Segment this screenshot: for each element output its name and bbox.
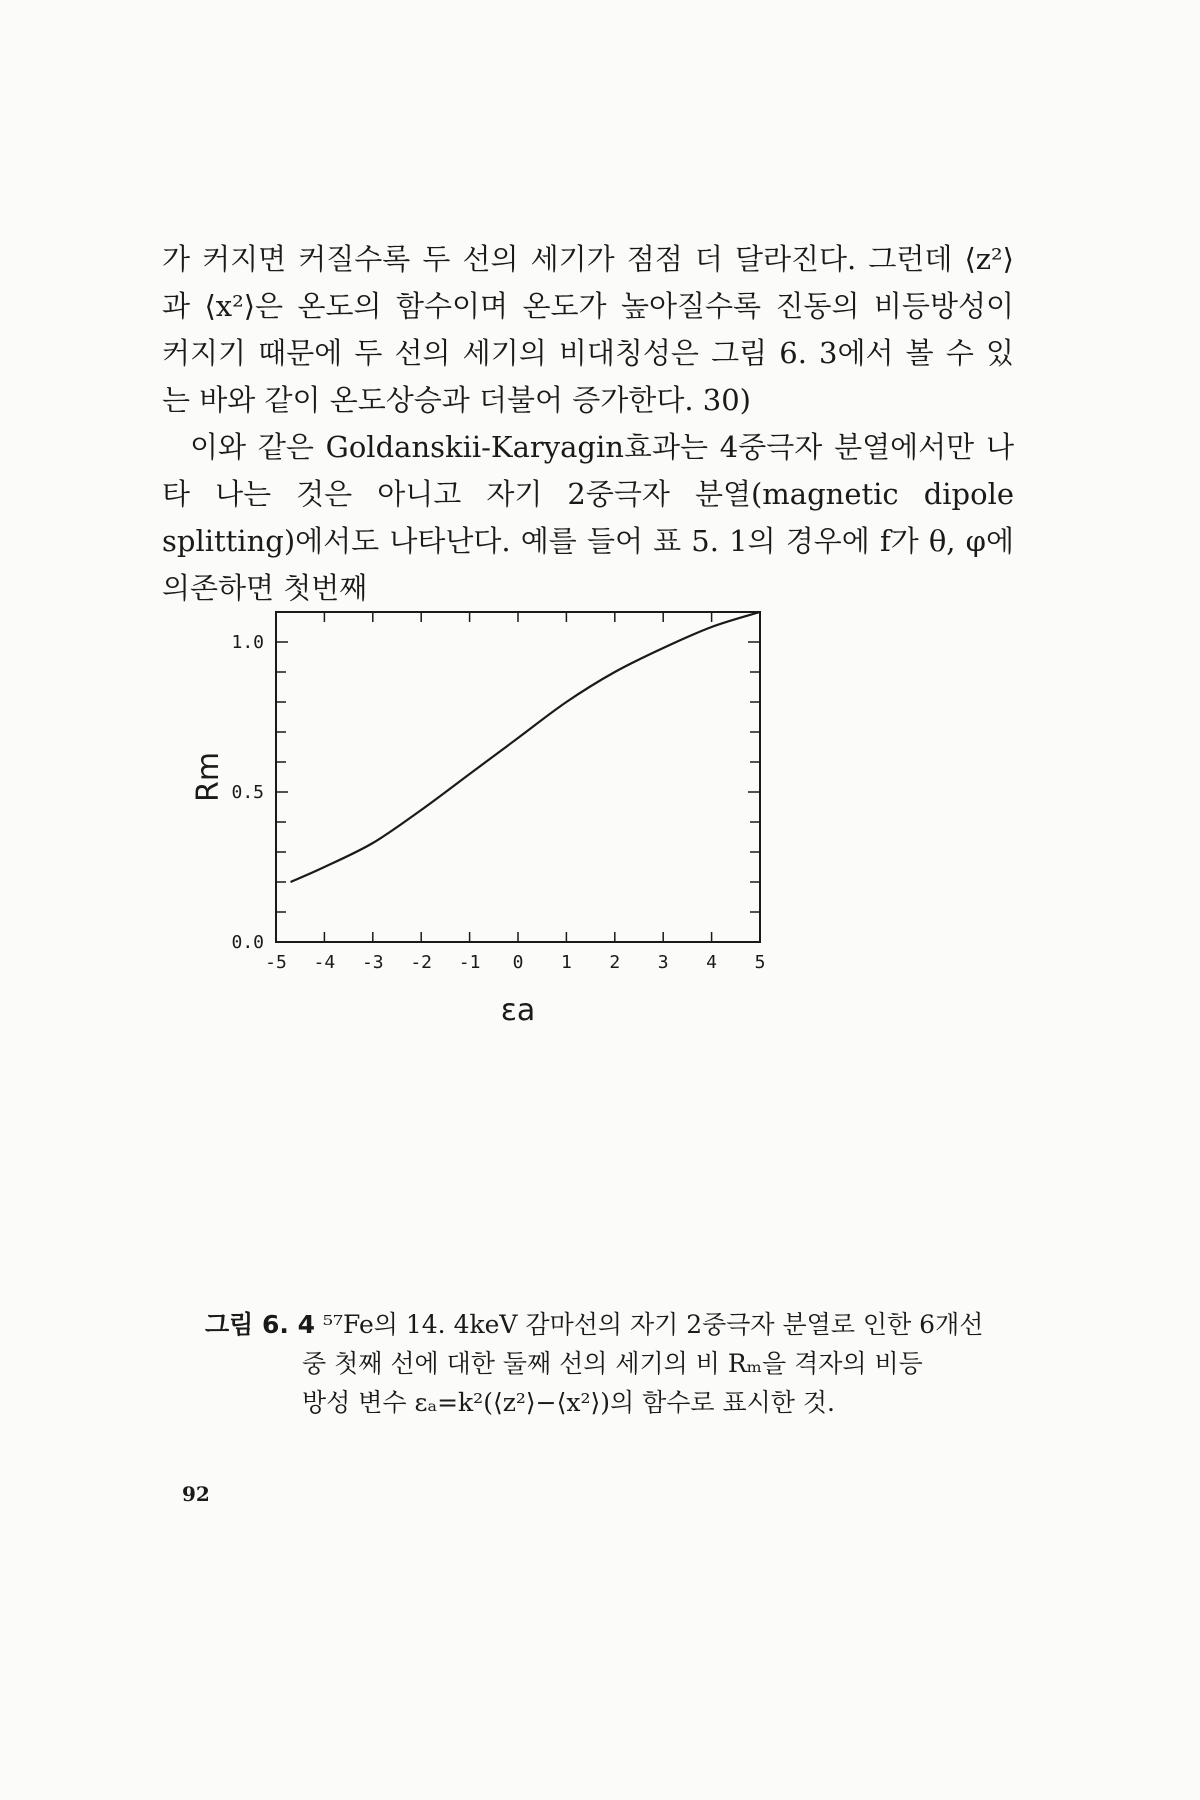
y-axis-label: Rm <box>191 751 226 803</box>
x-tick-label: -5 <box>265 952 287 973</box>
text-line: 과 ⟨x²⟩은 온도의 함수이며 온도가 높아질수록 진동의 비등방성이 <box>162 289 1014 323</box>
data-series <box>291 612 760 882</box>
text-line: 는 바와 같이 온도상승과 더불어 증가한다. 30) <box>162 383 751 417</box>
text-line: 나는 것은 아니고 자기 2중극자 분열(magnetic dipole splitting)에서도 <box>162 477 1015 558</box>
paragraph-2 <box>162 424 1014 612</box>
text-line: 이와 같은 Goldanskii-Karyagin효과는 4중극자 분열에서만 나타 <box>162 430 1014 511</box>
figure <box>191 632 960 1250</box>
y-tick-labels <box>231 632 264 953</box>
plot-border <box>276 612 760 942</box>
text-line: 나타난다. 예를 들어 표 5. 1의 경우에 f가 θ, φ에 의존하면 첫번째 <box>162 524 1014 605</box>
x-tick-label: -3 <box>361 952 384 973</box>
body-text <box>162 236 1014 612</box>
x-tick-label: -2 <box>410 952 433 973</box>
caption-text: ⁵⁷Fe의 14. 4keV 감마선의 자기 2중극자 분열로 인한 6개선 <box>322 1310 984 1339</box>
caption-line <box>205 1305 1005 1344</box>
caption-label: 그림 6. 4 <box>205 1310 315 1339</box>
y-tick-label: 0.5 <box>231 782 264 803</box>
x-tick-label: 4 <box>706 952 718 973</box>
plot-frame <box>276 612 760 942</box>
x-tick-label: 0 <box>512 952 524 973</box>
x-tick-label: 1 <box>560 952 572 973</box>
y-tick-label: 0.0 <box>231 932 264 953</box>
text-line: 커지기 때문에 두 선의 세기의 비대칭성은 그림 6. 3에서 볼 수 있 <box>162 336 1014 370</box>
rm-curve <box>291 612 760 882</box>
x-tick-label: -1 <box>458 952 481 973</box>
paragraph-1 <box>162 236 1014 424</box>
page-number: 92 <box>182 1482 210 1506</box>
text-line: 가 커지면 커질수록 두 선의 세기가 점점 더 달라진다. 그런데 ⟨z²⟩ <box>162 242 1014 276</box>
tick-marks <box>276 612 760 942</box>
x-tick-label: 2 <box>609 952 621 973</box>
x-axis-label: εa <box>500 993 536 1028</box>
x-tick-label: -4 <box>313 952 336 973</box>
x-tick-label: 5 <box>754 952 766 973</box>
caption-line: 중 첫째 선에 대한 둘째 선의 세기의 비 Rₘ을 격자의 비등 <box>302 1349 923 1378</box>
x-tick-label: 3 <box>657 952 669 973</box>
x-tick-labels <box>265 952 765 973</box>
y-tick-label: 1.0 <box>231 632 264 653</box>
rm-chart <box>191 632 960 1250</box>
caption-line: 방성 변수 εₐ=k²(⟨z²⟩−⟨x²⟩)의 함수로 표시한 것. <box>302 1388 835 1417</box>
figure-caption <box>205 1305 1005 1422</box>
